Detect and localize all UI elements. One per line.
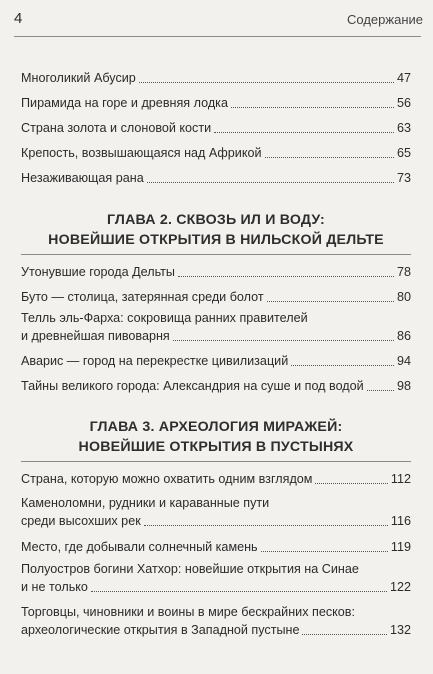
entry-page: 65	[396, 146, 411, 160]
toc-entry[interactable]	[21, 470, 411, 488]
toc-entry[interactable]	[21, 263, 411, 281]
entry-title: Крепость, возвышающаяся над Африкой	[21, 146, 262, 160]
entry-title: археологические открытия в Западной пустыне	[21, 623, 300, 637]
dot-leader	[265, 157, 394, 158]
toc-entry[interactable]	[21, 377, 411, 395]
toc-entry[interactable]	[21, 94, 411, 112]
chapter-rule	[21, 254, 411, 255]
entry-title: Страна, которую можно охватить одним взглядом	[21, 472, 313, 486]
toc-entry[interactable]	[21, 288, 411, 306]
toc-entry[interactable]	[21, 538, 411, 556]
entry-page: 47	[396, 71, 411, 85]
toc-entry[interactable]	[21, 494, 411, 530]
entry-title: Аварис — город на перекрестке цивилизаций	[21, 354, 289, 368]
dot-leader	[302, 634, 387, 635]
entry-title-line: Каменоломни, рудники и караванные пути	[21, 496, 270, 510]
entry-page: 73	[396, 171, 411, 185]
page-number: 4	[14, 10, 23, 27]
chapter-title-line: НОВЕЙШИЕ ОТКРЫТИЯ В ПУСТЫНЯХ	[78, 439, 354, 455]
dot-leader	[367, 390, 394, 391]
dot-leader	[291, 365, 394, 366]
chapter-title-line: НОВЕЙШИЕ ОТКРЫТИЯ В НИЛЬСКОЙ ДЕЛЬТЕ	[48, 232, 384, 248]
entry-page: 56	[396, 96, 411, 110]
entry-title-line: Телль эль-Фарха: сокровища ранних правителей	[21, 311, 308, 325]
toc-entry[interactable]	[21, 69, 411, 87]
toc	[21, 0, 411, 674]
chapter-heading	[21, 417, 411, 457]
entry-title: Буто — столица, затерянная среди болот	[21, 290, 264, 304]
entry-title: Незаживающая рана	[21, 171, 144, 185]
entry-title: и не только	[21, 580, 88, 594]
entry-title: и древнейшая пивоварня	[21, 329, 170, 343]
chapter-heading	[21, 210, 411, 250]
entry-page: 78	[396, 265, 411, 279]
chapter-title-line: ГЛАВА 3. АРХЕОЛОГИЯ МИРАЖЕЙ:	[89, 419, 343, 435]
entry-page: 94	[396, 354, 411, 368]
entry-title: Многоликий Абусир	[21, 71, 136, 85]
entry-page: 132	[389, 623, 411, 637]
entry-page: 112	[390, 472, 411, 486]
dot-leader	[261, 551, 388, 552]
dot-leader	[144, 525, 388, 526]
dot-leader	[147, 182, 394, 183]
dot-leader	[139, 82, 394, 83]
chapter-rule	[21, 461, 411, 462]
toc-entry[interactable]	[21, 309, 411, 345]
dot-leader	[91, 591, 387, 592]
chapter-title-line: ГЛАВА 2. СКВОЗЬ ИЛ И ВОДУ:	[107, 212, 325, 228]
toc-entry[interactable]	[21, 603, 411, 639]
entry-page: 80	[396, 290, 411, 304]
toc-entry[interactable]	[21, 560, 411, 596]
dot-leader	[267, 301, 394, 302]
entry-title: Место, где добывали солнечный камень	[21, 540, 258, 554]
toc-entry[interactable]	[21, 169, 411, 187]
entry-page: 63	[396, 121, 411, 135]
toc-entry[interactable]	[21, 144, 411, 162]
entry-page: 98	[396, 379, 411, 393]
dot-leader	[231, 107, 394, 108]
toc-entry[interactable]	[21, 352, 411, 370]
entry-title: Пирамида на горе и древняя лодка	[21, 96, 228, 110]
dot-leader	[178, 276, 394, 277]
entry-page: 122	[389, 580, 411, 594]
dot-leader	[315, 483, 387, 484]
dot-leader	[173, 340, 394, 341]
entry-page: 86	[396, 329, 411, 343]
entry-title: среди высохших рек	[21, 514, 141, 528]
entry-title: Тайны великого города: Александрия на суше и под водой	[21, 379, 364, 393]
toc-entry[interactable]	[21, 119, 411, 137]
entry-page: 116	[390, 514, 411, 528]
dot-leader	[214, 132, 394, 133]
entry-title: Утонувшие города Дельты	[21, 265, 175, 279]
entry-page: 119	[390, 540, 411, 554]
entry-title-line: Полуостров богини Хатхор: новейшие открытия на Синае	[21, 562, 359, 576]
entry-title-line: Торговцы, чиновники и воины в мире бескрайних песков:	[21, 605, 355, 619]
running-head: Содержание	[347, 12, 423, 27]
entry-title: Страна золота и слоновой кости	[21, 121, 212, 135]
